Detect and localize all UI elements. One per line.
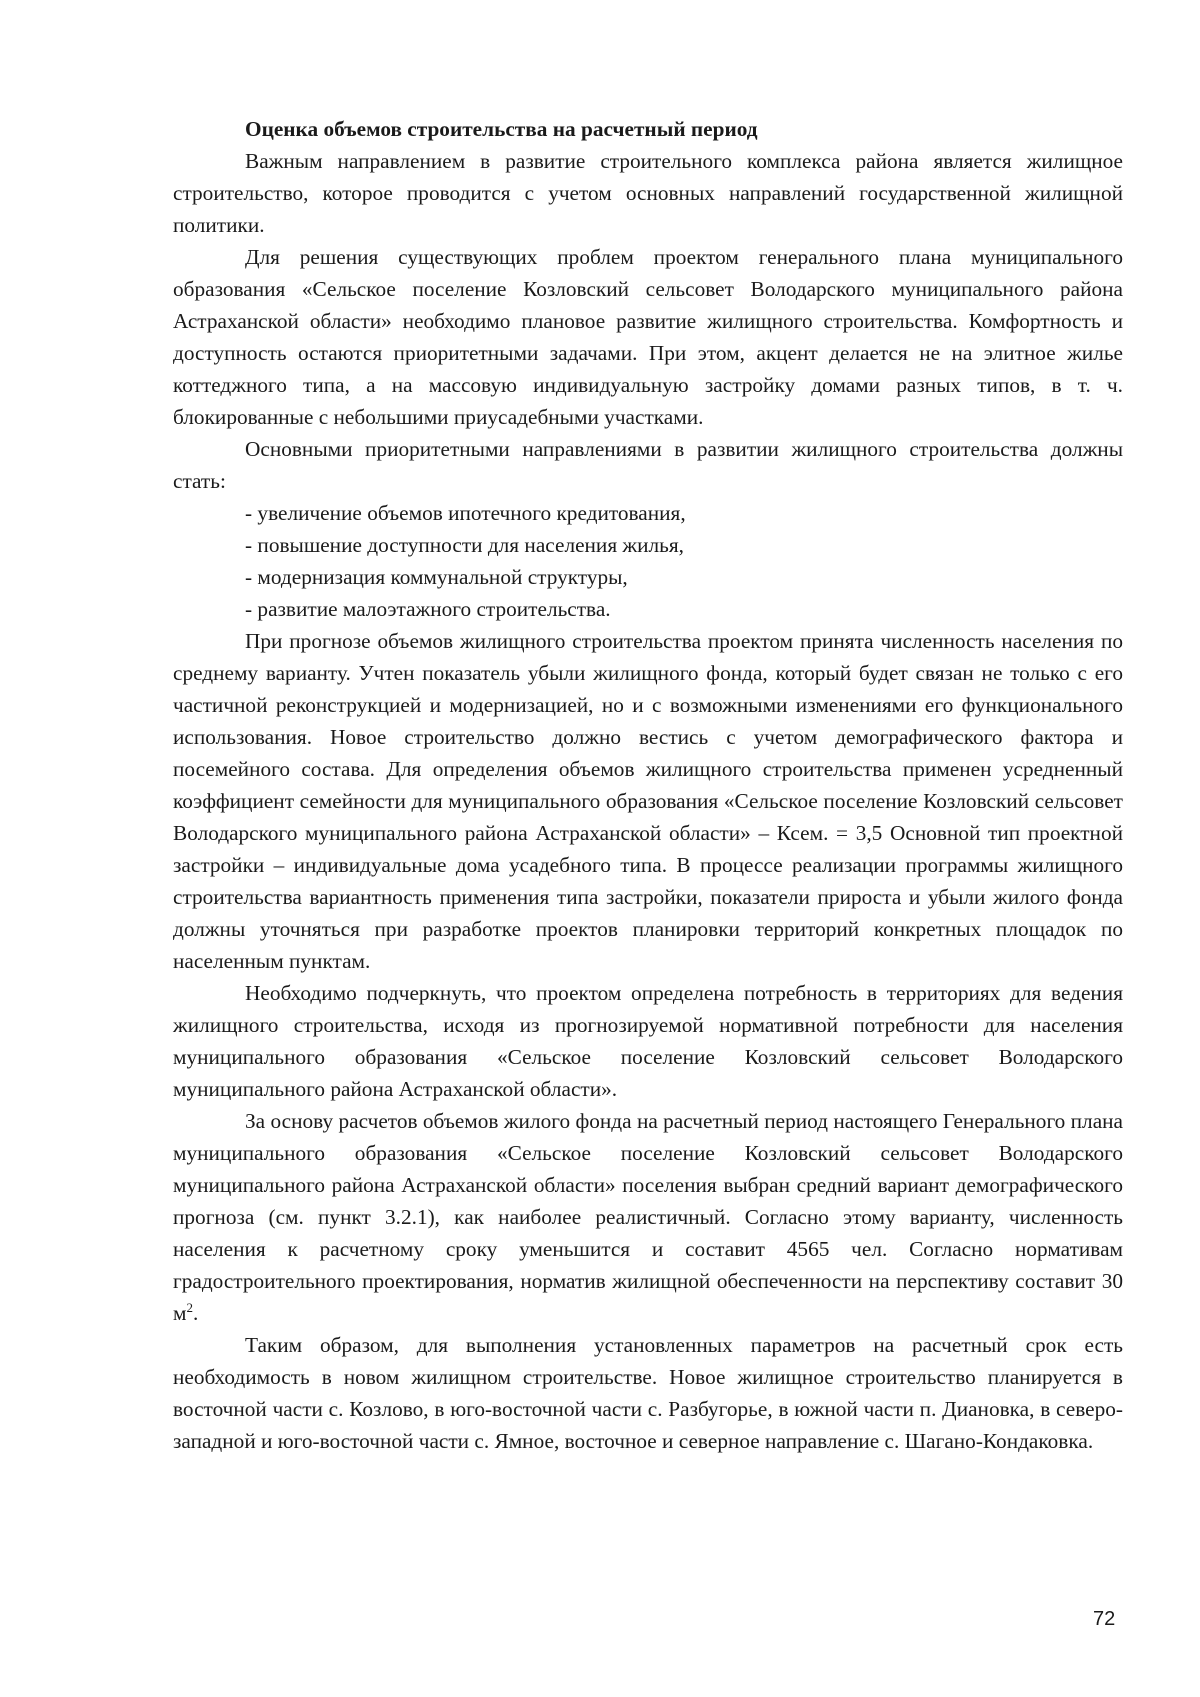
page-number: 72 bbox=[1093, 1608, 1116, 1630]
list-item: - увеличение объемов ипотечного кредитования, bbox=[245, 501, 686, 525]
priority-list bbox=[173, 497, 1123, 625]
section-heading: Оценка объемов строительства на расчетный период bbox=[245, 117, 758, 141]
paragraph-6-text: За основу расчетов объемов жилого фонда на расчетный период настоящего Генерального плана муниципального образования «Сельское поселение Козловский сельсовет Володарского муниципального района Астраханской области» поселения выбран средний вариант демографического прогноза (см. пункт 3.2.1), как наиболее реалистичный. Согласно этому варианту, численность населения к расчетному сроку уменьшится и составит 4565 чел. Согласно нормативам градостроительного проектирования, норматив жилищной обеспеченности на перспективу составит 30 м bbox=[173, 1109, 1123, 1325]
paragraph-6-end: . bbox=[192, 1301, 199, 1325]
list-item: - повышение доступности для населения жилья, bbox=[245, 533, 685, 557]
list-item: - модернизация коммунальной структуры, bbox=[245, 565, 628, 589]
paragraph-6 bbox=[173, 1105, 1123, 1329]
paragraph-4: При прогнозе объемов жилищного строительства проектом принята численность населения по среднему варианту. Учтен показатель убыли жилищного фонда, который будет связан не только с его частичной реконструкцией и модернизацией, но и с возможными изменениями его функционального использования. Новое строительство должно вестись с учетом демографического фактора и посемейного состава. Для определения объемов жилищного строительства применен усредненный коэффициент семейности для муниципального образования «Сельское поселение Козловский сельсовет Володарского муниципального района Астраханской области» – Ксем. = 3,5 Основной тип проектной застройки – индивидуальные дома усадебного типа. В процессе реализации программы жилищного строительства вариантность применения типа застройки, показатели прироста и убыли жилого фонда должны уточняться при разработке проектов планировки территорий конкретных площадок по населенным пунктам. bbox=[173, 629, 1123, 973]
list-item: - развитие малоэтажного строительства. bbox=[245, 597, 611, 621]
superscript: 2 bbox=[186, 1299, 193, 1315]
paragraph-3: Основными приоритетными направлениями в развитии жилищного строительства должны стать: bbox=[173, 437, 1123, 493]
document-page bbox=[173, 113, 1123, 1457]
paragraph-2: Для решения существующих проблем проектом генерального плана муниципального образования «Сельское поселение Козловский сельсовет Володарского муниципального района Астраханской области» необходимо плановое развитие жилищного строительства. Комфортность и доступность остаются приоритетными задачами. При этом, акцент делается не на элитное жилье коттеджного типа, а на массовую индивидуальную застройку домами разных типов, в т. ч. блокированные с небольшими приусадебными участками. bbox=[173, 245, 1123, 429]
paragraph-7: Таким образом, для выполнения установленных параметров на расчетный срок есть необходимость в новом жилищном строительстве. Новое жилищное строительство планируется в восточной части с. Козлово, в юго-восточной части с. Разбугорье, в южной части п. Диановка, в северо-западной и юго-восточной части с. Ямное, восточное и северное направление с. Шагано-Кондаковка. bbox=[173, 1333, 1123, 1453]
paragraph-5: Необходимо подчеркнуть, что проектом определена потребность в территориях для ведения жилищного строительства, исходя из прогнозируемой нормативной потребности для населения муниципального образования «Сельское поселение Козловский сельсовет Володарского муниципального района Астраханской области». bbox=[173, 981, 1123, 1101]
paragraph-1: Важным направлением в развитие строительного комплекса района является жилищное строительство, которое проводится с учетом основных направлений государственной жилищной политики. bbox=[173, 149, 1123, 237]
